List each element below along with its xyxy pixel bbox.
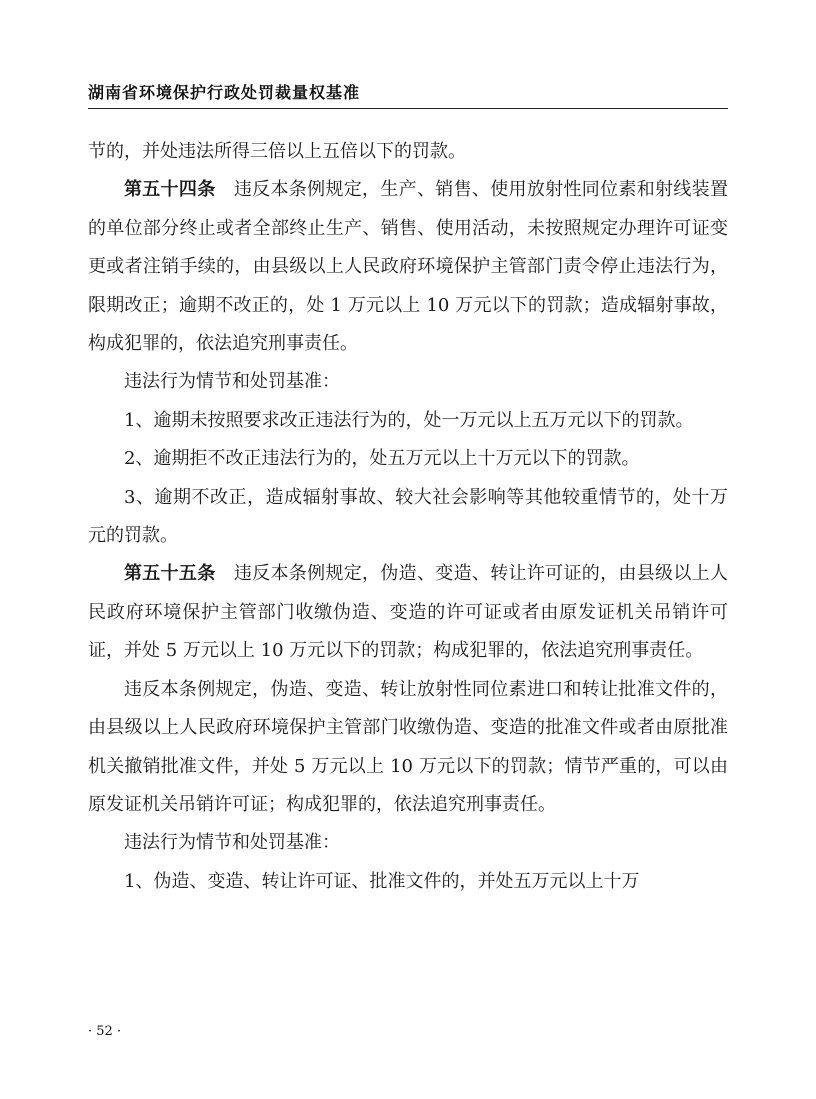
header-title: 湖南省环境保护行政处罚裁量权基准: [88, 83, 361, 102]
article-54: [88, 171, 728, 363]
running-header: [88, 78, 728, 109]
continued-paragraph: 节的，并处违法所得三倍以上五倍以下的罚款。: [88, 141, 466, 162]
article-55: [88, 555, 728, 670]
basis-54-item-1: 1、逾期未按照要求改正违法行为的，处一万元以上五万元以下的罚款。: [124, 409, 694, 431]
basis-54-heading: 违法行为情节和处罚基准：: [124, 371, 340, 393]
article-55-number: 第五十五条: [124, 563, 216, 585]
document-body: [88, 133, 728, 901]
basis-54-item-2: 2、逾期拒不改正违法行为的，处五万元以上十万元以下的罚款。: [124, 448, 640, 470]
basis-55-item-1: 1、伪造、变造、转让许可证、批准文件的，并处五万元以上十万: [124, 870, 640, 892]
basis-54-item-3: 3、逾期不改正，造成辐射事故、较大社会影响等其他较重情节的，处十万元的罚款。: [88, 486, 728, 547]
article-54-number: 第五十四条: [124, 179, 216, 201]
page-number: · 52 ·: [88, 1024, 122, 1039]
basis-55-heading: 违法行为情节和处罚基准：: [124, 832, 340, 854]
article-55-paragraph-2: 违反本条例规定，伪造、变造、转让放射性同位素进口和转让批准文件的，由县级以上人民政府环境保护主管部门收缴伪造、变造的批准文件或者由原批准机关撤销批准文件，并处 5 万元以上 10 万元以下的罚款；情节严重的，可以由原发证机关吊销许可证；构成犯罪的，依法追究刑事责任。: [88, 678, 728, 815]
article-55-text: 违反本条例规定，伪造、变造、转让许可证的，由县级以上人民政府环境保护主管部门收缴伪造、变造的许可证或者由原发证机关吊销许可证，并处 5 万元以上 10 万元以下的罚款；构成犯罪的，依法追究刑事责任。: [88, 563, 728, 662]
article-54-text: 违反本条例规定，生产、销售、使用放射性同位素和射线装置的单位部分终止或者全部终止生产、销售、使用活动，未按照规定办理许可证变更或者注销手续的，由县级以上人民政府环境保护主管部门责令停止违法行为，限期改正；逾期不改正的，处 1 万元以上 10 万元以下的罚款；造成辐射事故，构成犯罪的，依法追究刑事责任。: [88, 179, 728, 355]
